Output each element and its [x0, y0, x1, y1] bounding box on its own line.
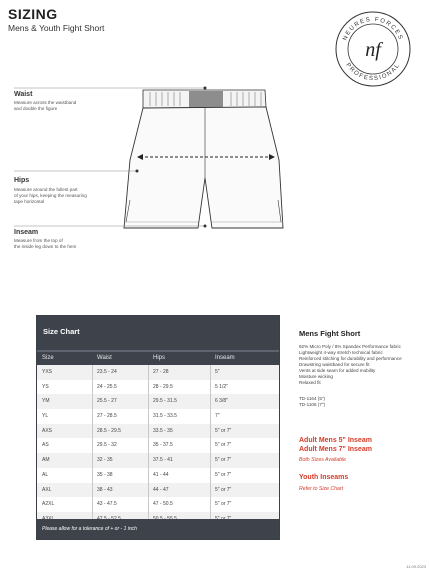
- table-row: [37, 424, 279, 439]
- waist-cell: 32 - 35: [97, 457, 113, 464]
- table-row: [37, 453, 279, 468]
- inseam-description: Measure from the top of the inside leg down to the hem: [14, 238, 77, 249]
- feature-item: 92% Micro Poly / 8% Spandex Performance fabric: [299, 344, 401, 349]
- size-cell: YS: [42, 383, 49, 390]
- inseam-cell: 5": [215, 369, 220, 375]
- product-title: Mens Fight Short: [299, 329, 361, 338]
- table-row: [37, 468, 279, 483]
- tolerance-note: Please allow for a tolerance of + or - 1 inch: [42, 526, 137, 532]
- inseam-cell: 5" or 7": [215, 471, 232, 478]
- inseam-cell: 5" or 7": [215, 442, 232, 449]
- inseam-cell: 5" or 7": [215, 501, 232, 508]
- hips-cell: 37.5 - 41: [153, 457, 173, 464]
- feature-item: Moisture wicking: [299, 374, 333, 379]
- size-chart-table: [36, 315, 280, 540]
- waist-label: Waist: [14, 91, 33, 98]
- table-row: [37, 394, 279, 409]
- adult-7-inseam: Adult Mens 7" Inseam: [299, 446, 372, 453]
- inseam-cell: 7": [215, 413, 220, 420]
- adult-5-inseam: Adult Mens 5" Inseam: [299, 437, 372, 444]
- adult-sizes-note: Both Sizes Available: [299, 457, 347, 463]
- table-row: [37, 409, 279, 424]
- waist-cell: 43 - 47.5: [97, 501, 117, 508]
- product-skus: [299, 396, 325, 408]
- size-cell: AXS: [42, 427, 53, 434]
- table-row: [37, 483, 279, 498]
- table-row: [37, 497, 279, 512]
- inseam-label: Inseam: [14, 229, 39, 236]
- inseam-cell: 5" or 7": [215, 457, 232, 464]
- sku-item: TD-1164 (5"): [299, 396, 326, 401]
- size-cell: AXL: [42, 486, 52, 493]
- hips-label: Hips: [14, 177, 30, 184]
- size-chart-rows: [37, 365, 279, 527]
- waist-cell: 27 - 28.5: [97, 413, 117, 420]
- feature-item: Relaxed fit: [299, 380, 321, 385]
- size-cell: YXS: [42, 369, 53, 375]
- youth-inseams: Youth Inseams: [299, 474, 349, 481]
- feature-item: Vents at side seam for added mobility: [299, 368, 376, 373]
- svg-text:PROFESSIONAL: PROFESSIONAL: [344, 62, 402, 83]
- hips-cell: 35 - 37.5: [153, 442, 173, 449]
- size-cell: A2XL: [42, 501, 55, 508]
- waist-cell: 23.5 - 24: [97, 369, 117, 375]
- youth-note: Refer to Size Chart: [299, 486, 344, 492]
- size-chart-title: Size Chart: [43, 327, 80, 336]
- hips-cell: 47 - 50.5: [153, 501, 173, 508]
- size-cell: AM: [42, 457, 50, 464]
- size-cell: YL: [42, 413, 49, 420]
- hips-cell: 41 - 44: [153, 471, 169, 478]
- hips-cell: 27 - 28: [153, 369, 169, 375]
- inseam-cell: 5 1/2": [215, 383, 228, 390]
- table-row: [37, 438, 279, 453]
- hips-cell: 28 - 29.5: [153, 383, 173, 390]
- header-hips: Hips: [153, 355, 166, 361]
- svg-text:nf: nf: [365, 39, 381, 61]
- hips-cell: 33.5 - 35: [153, 427, 173, 434]
- header-inseam: Inseam: [215, 355, 235, 361]
- hips-description: Measure around the fullest part of your hips, keeping the measuring tape horizontal: [14, 187, 87, 204]
- page-title: SIZING: [8, 6, 58, 22]
- size-cell: AL: [42, 471, 49, 478]
- inseam-cell: 6 3/8": [215, 398, 228, 405]
- feature-item: Reinforced stitching for durability and performance: [299, 356, 402, 361]
- size-chart-title-bar: [37, 316, 279, 350]
- size-cell: YM: [42, 398, 50, 405]
- waist-cell: 29.5 - 32: [97, 442, 117, 449]
- inseam-cell: 5" or 7": [215, 486, 232, 493]
- table-row: [37, 365, 279, 380]
- size-chart-footer: [37, 519, 279, 539]
- hips-cell: 29.5 - 31.5: [153, 398, 177, 405]
- header-waist: Waist: [97, 355, 112, 361]
- feature-item: Drawstring waistband for secure fit: [299, 362, 370, 367]
- feature-item: Lightweight 4-way stretch technical fabric: [299, 350, 383, 355]
- hips-cell: 31.5 - 33.5: [153, 413, 177, 420]
- hips-cell: 44 - 47: [153, 486, 169, 493]
- inseam-cell: 5" or 7": [215, 427, 232, 434]
- size-chart-header: [37, 350, 279, 365]
- waist-cell: 38 - 43: [97, 486, 113, 493]
- table-row: [37, 380, 279, 395]
- waist-cell: 35 - 38: [97, 471, 113, 478]
- product-features: [299, 344, 424, 386]
- waist-description: Measure across the waistband and double the figure: [14, 100, 77, 111]
- size-cell: AS: [42, 442, 49, 449]
- sku-item: TD-1106 (7"): [299, 402, 326, 407]
- page-subtitle: Mens & Youth Fight Short: [8, 23, 105, 33]
- waist-cell: 25.5 - 27: [97, 398, 117, 405]
- header-size: Size: [42, 355, 54, 361]
- document-date: 11.09.2023: [406, 564, 426, 569]
- svg-text:NEURES FORCES: NEURES FORCES: [342, 16, 404, 42]
- brand-logo: [334, 10, 412, 88]
- waist-cell: 28.5 - 29.5: [97, 427, 121, 434]
- waist-cell: 24 - 25.5: [97, 383, 117, 390]
